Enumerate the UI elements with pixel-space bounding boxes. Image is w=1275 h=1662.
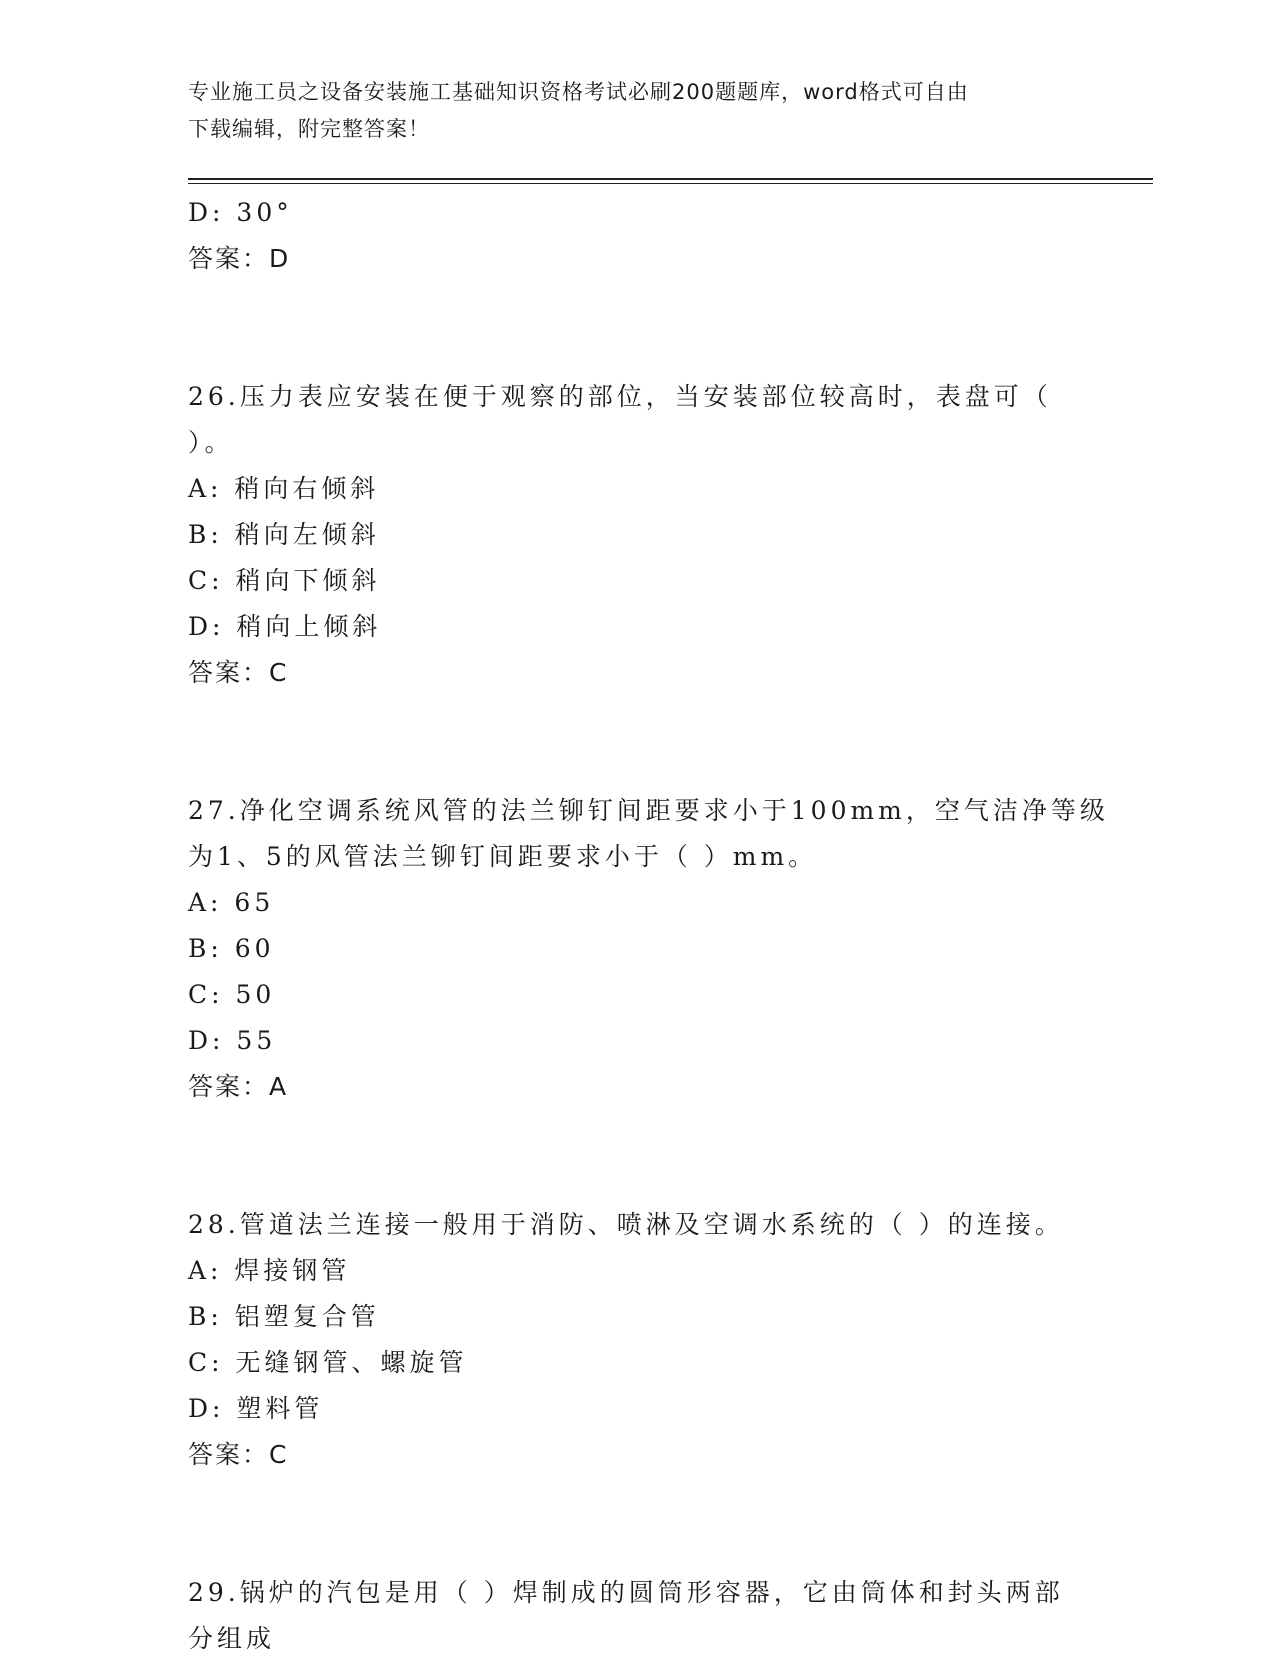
option-c: C: 50 — [188, 980, 276, 1009]
header-line-2: 下载编辑，附完整答案！ — [188, 117, 430, 141]
option-b: B: 铝塑复合管 — [188, 1302, 380, 1331]
option-a: A: 稍向右倾斜 — [188, 474, 380, 503]
document-header — [188, 74, 1088, 148]
answer-line: 答案：C — [188, 1440, 289, 1469]
question-stem: 为1、5的风管法兰铆钉间距要求小于（ ）mm。 — [188, 842, 818, 871]
document-body — [188, 190, 1109, 1662]
answer-line: 答案：C — [188, 658, 289, 687]
header-rule-thin — [188, 183, 1153, 184]
option-b: B: 60 — [188, 934, 275, 963]
option-c: C: 稍向下倾斜 — [188, 566, 381, 595]
option-c: C: 无缝钢管、螺旋管 — [188, 1348, 468, 1377]
option-d: D: 55 — [188, 1026, 277, 1055]
answer-line: 答案：D — [188, 244, 291, 273]
question-stem: 26.压力表应安装在便于观察的部位，当安装部位较高时，表盘可（ — [188, 382, 1052, 411]
question-28 — [188, 1202, 1088, 1478]
option-d: D: 塑料管 — [188, 1394, 324, 1423]
question-26 — [188, 374, 1088, 696]
question-stem: 27.净化空调系统风管的法兰铆钉间距要求小于100mm，空气洁净等级 — [188, 796, 1109, 825]
option-a: A: 65 — [188, 888, 275, 917]
answer-line: 答案：A — [188, 1072, 289, 1101]
question-gap — [188, 696, 1088, 788]
option-d: D: 稍向上倾斜 — [188, 612, 382, 641]
question-gap — [188, 282, 1088, 374]
option-a: A: 焊接钢管 — [188, 1256, 351, 1285]
question-gap — [188, 1478, 1088, 1570]
question-stem: 28.管道法兰连接一般用于消防、喷淋及空调水系统的（ ）的连接。 — [188, 1210, 1064, 1239]
option-b: B: 稍向左倾斜 — [188, 520, 380, 549]
question-29 — [188, 1570, 1088, 1662]
question-gap — [188, 1110, 1088, 1202]
option-d: D: 30° — [188, 198, 293, 227]
question-stem: 29.锅炉的汽包是用（ ）焊制成的圆筒形容器，它由筒体和封头两部 — [188, 1578, 1064, 1607]
header-rule-thick — [188, 178, 1153, 180]
question-stem: ）。 — [188, 428, 234, 457]
question-27 — [188, 788, 1109, 1110]
header-line-1: 专业施工员之设备安装施工基础知识资格考试必刷200题题库，word格式可自由 — [188, 80, 969, 104]
question-stem: 分组成 — [188, 1624, 276, 1653]
